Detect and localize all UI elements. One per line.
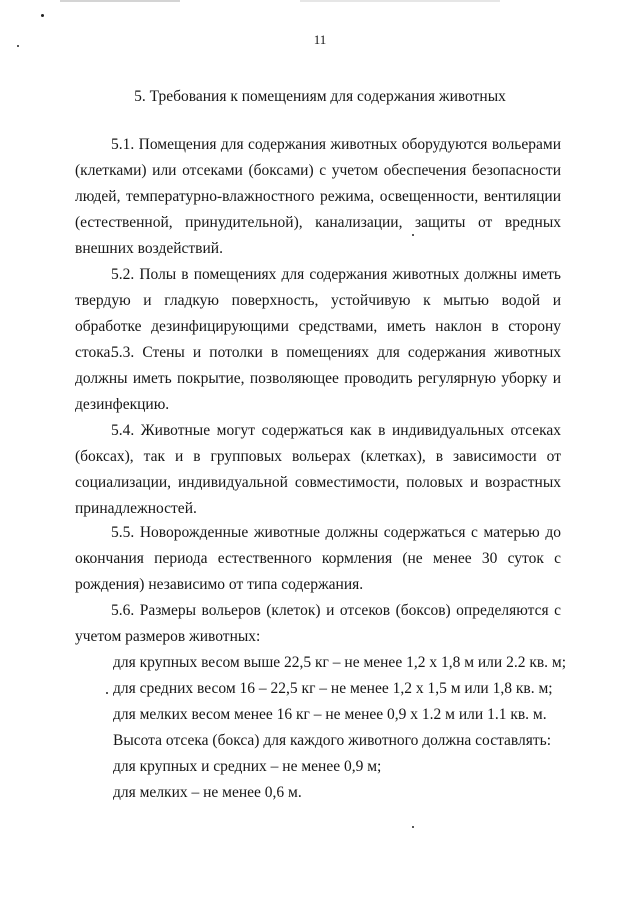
scan-edge-mark	[60, 0, 180, 2]
scan-speck	[412, 826, 414, 828]
scan-speck	[106, 692, 108, 694]
section-title: 5. Требования к помещениям для содержания животных	[134, 88, 506, 105]
height-heading: Высота отсека (бокса) для каждого животного должна составлять:	[113, 732, 552, 749]
height-line-large-medium: для крупных и средних – не менее 0,9 м;	[113, 758, 382, 775]
paragraph-5-3: 5.3. Стены и потолки в помещениях для содержания животных должны иметь покрытие, позволяющее проводить регулярную уборку и дезинфекцию.	[75, 344, 561, 413]
paragraph-5-5: 5.5. Новорожденные животные должны содержаться с матерью до окончания периода естественного кормления (не менее 30 суток с рождения) независимо от типа содержания.	[75, 524, 561, 593]
size-line-large: для крупных весом выше 22,5 кг – не менее 1,2 х 1,8 м или 2.2 кв. м;	[113, 654, 567, 671]
paragraph-5-1: 5.1. Помещения для содержания животных оборудуются вольерами (клетками) или отсеками (боксами) с учетом обеспечения безопасности людей, температурно-влажностного режима, освещенности, вентиляции (естественной, принудительной), канализации, защиты от вредных внешних воздействий.	[75, 136, 561, 257]
size-line-medium: для средних весом 16 – 22,5 кг – не менее 1,2 х 1,5 м или 1,8 кв. м;	[113, 680, 553, 697]
height-line-small: для мелких – не менее 0,6 м.	[113, 784, 302, 801]
paragraph-5-6: 5.6. Размеры вольеров (клеток) и отсеков (боксов) определяются с учетом размеров животных:	[75, 602, 561, 645]
paragraph-5-2: 5.2. Полы в помещениях для содержания животных должны иметь твердую и гладкую поверхность, устойчивую к мытью водой и обработке дезинфицирующими средствами, иметь наклон в сторону стока.	[75, 266, 561, 361]
paragraph-5-4: 5.4. Животные могут содержаться как в индивидуальных отсеках (боксах), так и в групповых вольерах (клетках), в зависимости от социализации, индивидуальной совместимости, половых и возрастных принадлежностей.	[75, 422, 561, 517]
scan-speck	[412, 234, 414, 236]
size-line-small: для мелких весом менее 16 кг – не менее 0,9 х 1.2 м или 1.1 кв. м.	[113, 706, 547, 723]
scan-edge-mark	[300, 0, 500, 2]
page-number: 11	[313, 32, 327, 47]
scan-speck	[41, 14, 44, 17]
